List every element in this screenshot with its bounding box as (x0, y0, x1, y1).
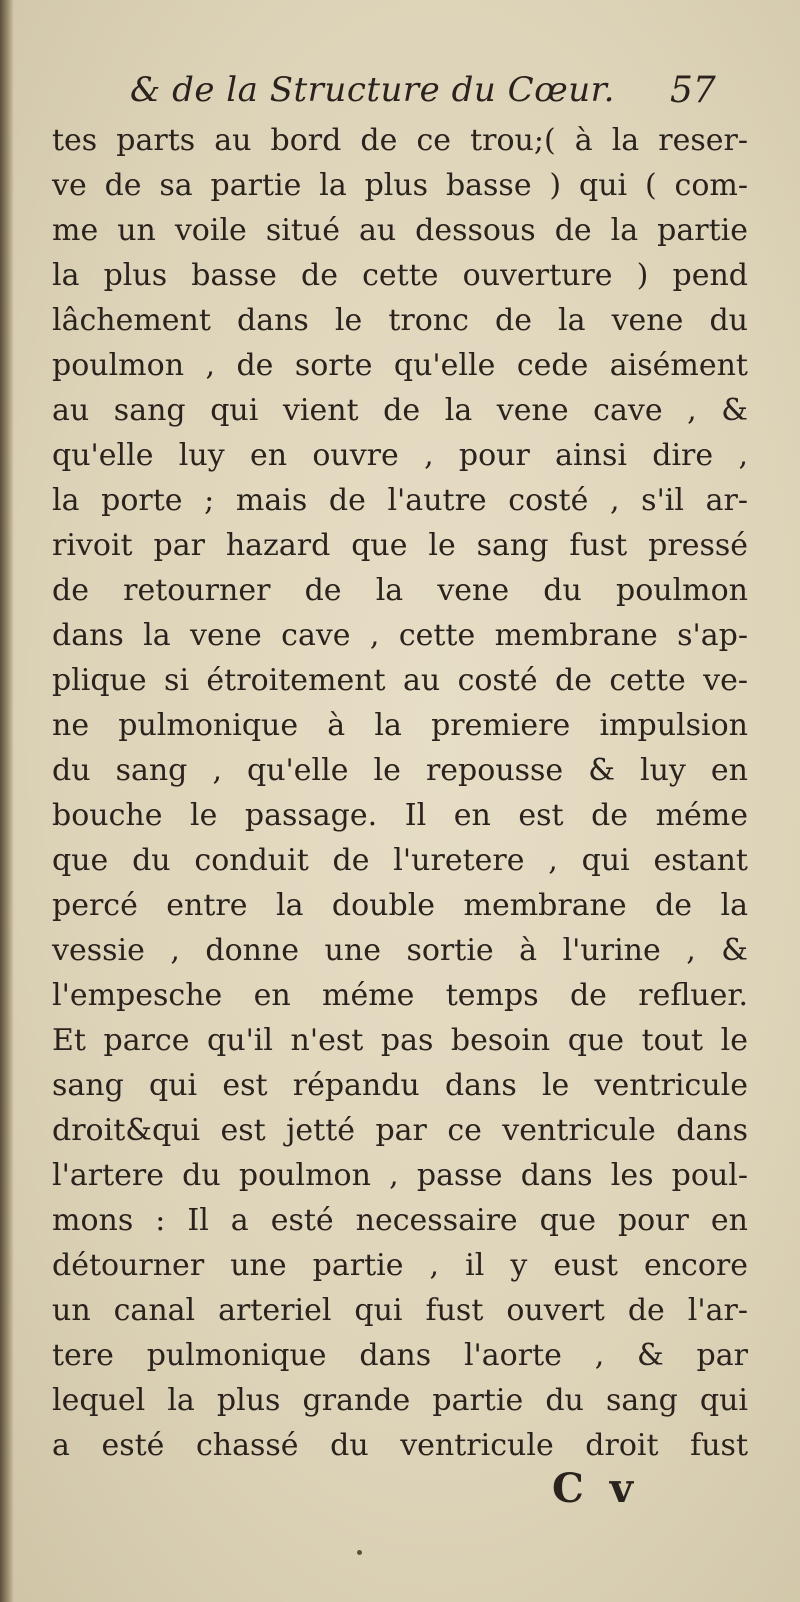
text-line: plique si étroitement au costé de cette ve- (52, 663, 748, 698)
text-line: que du conduit de l'uretere , qui estant (52, 843, 748, 878)
text-line: qu'elle luy en ouvre , pour ainsi dire , (52, 438, 748, 473)
running-title: & de la Structure du Cœur. (130, 70, 615, 110)
text-line: tes parts au bord de ce trou;( à la reser- (52, 123, 748, 158)
text-line: vessie , donne une sortie à l'urine , & (52, 933, 748, 968)
text-line: percé entre la double membrane de la (52, 888, 748, 923)
text-line: droit&qui est jetté par ce ventricule dans (52, 1113, 748, 1148)
text-line: tere pulmonique dans l'aorte , & par (52, 1338, 748, 1373)
text-line: sang qui est répandu dans le ventricule (52, 1068, 748, 1103)
page-number: 57 (670, 70, 716, 111)
text-line: dans la vene cave , cette membrane s'ap- (52, 618, 748, 653)
text-line: mons : Il a esté necessaire que pour en (52, 1203, 748, 1238)
body-text (52, 118, 748, 1468)
text-line: lequel la plus grande partie du sang qui (52, 1383, 748, 1418)
text-line: l'artere du poulmon , passe dans les poul- (52, 1158, 748, 1193)
text-line: du sang , qu'elle le repousse & luy en (52, 753, 748, 788)
text-line: de retourner de la vene du poulmon (52, 573, 748, 608)
text-line: l'empesche en méme temps de refluer. (52, 978, 748, 1013)
text-line: bouche le passage. Il en est de méme (52, 798, 748, 833)
text-line: a esté chassé du ventricule droit fust (52, 1428, 748, 1463)
text-line: poulmon , de sorte qu'elle cede aisément (52, 348, 748, 383)
text-line: détourner une partie , il y eust encore (52, 1248, 748, 1283)
ink-speck (357, 1550, 362, 1555)
signature-mark: C v (552, 1465, 640, 1512)
text-line: la porte ; mais de l'autre costé , s'il ar- (52, 483, 748, 518)
text-line: rivoit par hazard que le sang fust pressé (52, 528, 748, 563)
text-line: me un voile situé au dessous de la partie (52, 213, 748, 248)
text-line: lâchement dans le tronc de la vene du (52, 303, 748, 338)
binding-gutter (0, 0, 14, 1602)
text-line: ne pulmonique à la premiere impulsion (52, 708, 748, 743)
text-line: au sang qui vient de la vene cave , & (52, 393, 748, 428)
text-line: Et parce qu'il n'est pas besoin que tout le (52, 1023, 748, 1058)
text-line: un canal arteriel qui fust ouvert de l'ar- (52, 1293, 748, 1328)
text-line: ve de sa partie la plus basse ) qui ( com- (52, 168, 748, 203)
text-line: la plus basse de cette ouverture ) pend (52, 258, 748, 293)
